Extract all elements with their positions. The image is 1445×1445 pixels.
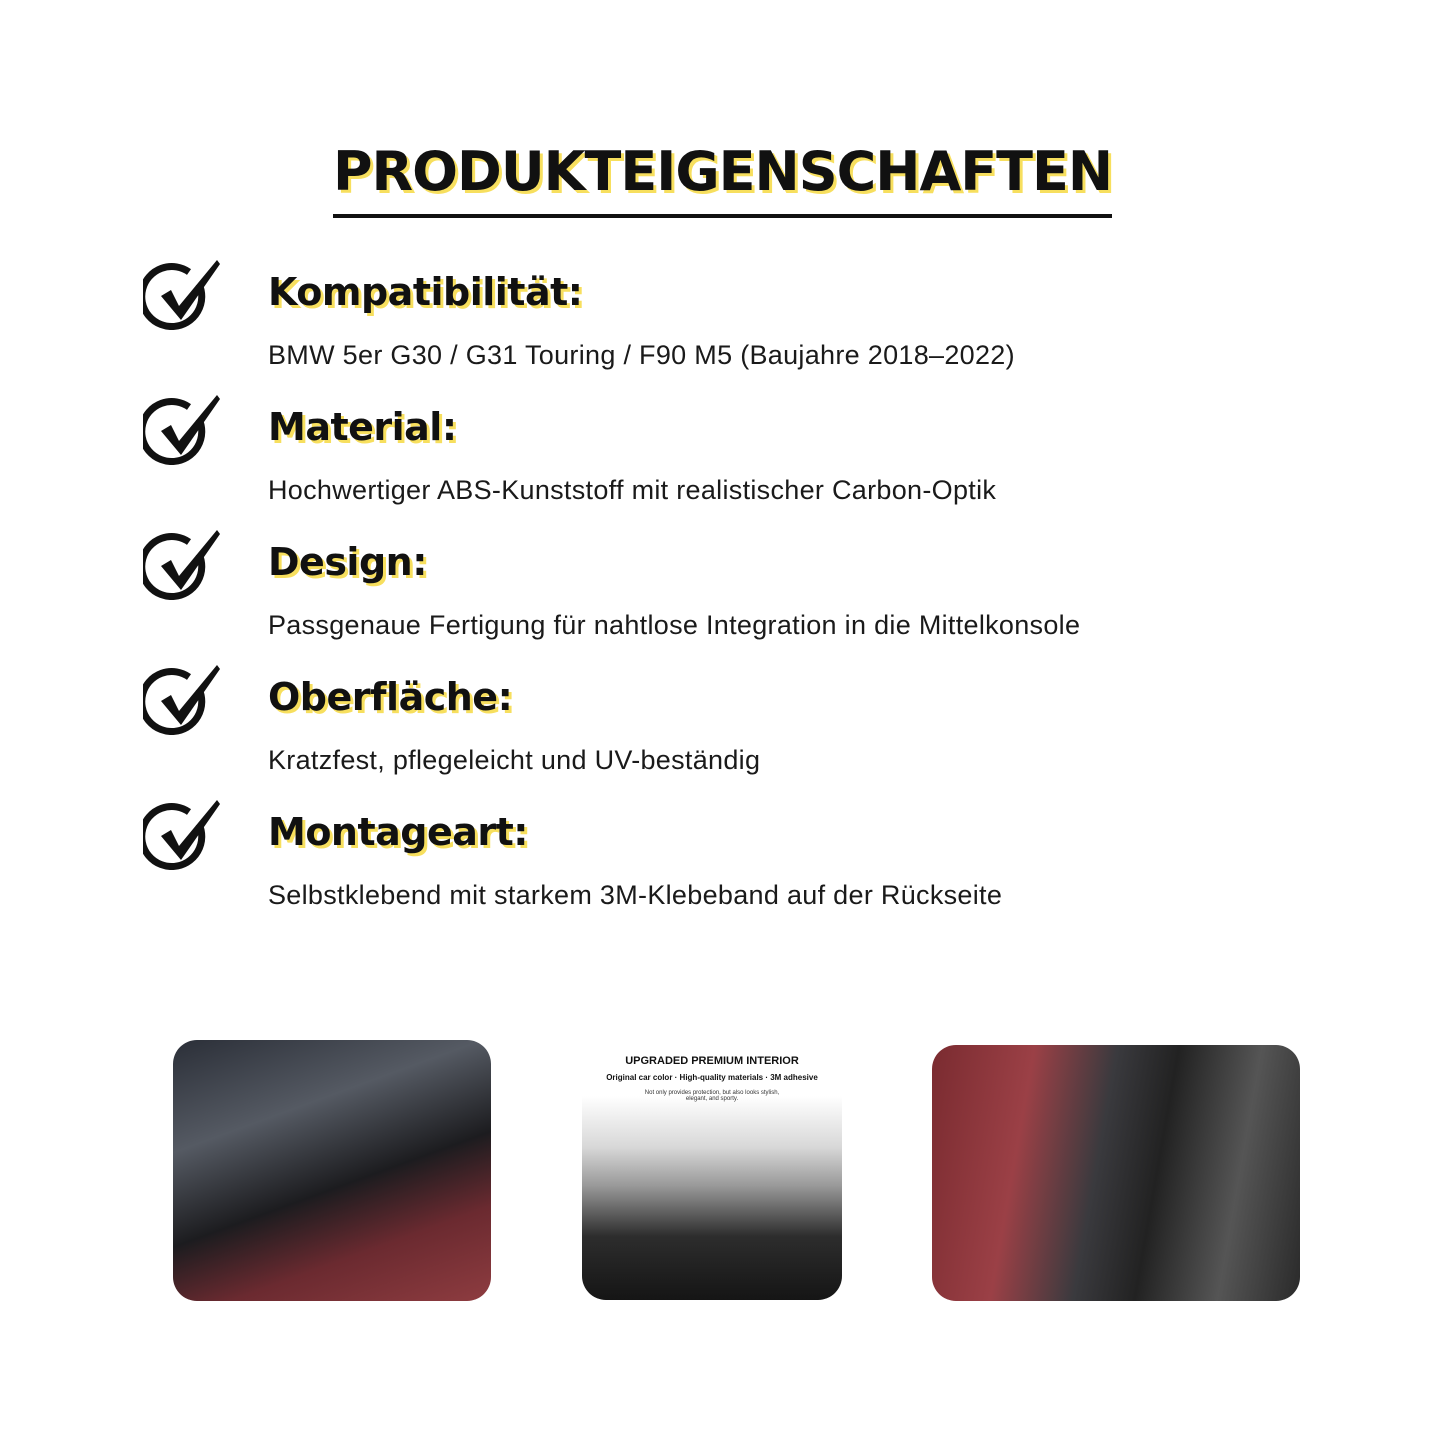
feature-heading: Design: [268,540,427,584]
feature-item [0,393,1445,528]
check-circle-icon [143,528,223,600]
feature-heading: Oberfläche: [268,675,513,719]
promo-caption: Not only provides protection, but also looks stylish, elegant, and sporty. [644,1090,780,1102]
promo-subtitle: Original car color · High-quality materials · 3M adhesive [606,1073,818,1082]
feature-description: Kratzfest, pflegeleicht und UV-beständig [268,745,761,775]
feature-item [0,798,1445,933]
check-circle-icon [143,258,223,330]
check-circle-icon [143,393,223,465]
feature-description: Passgenaue Fertigung für nahtlose Integration in die Mittelkonsole [268,610,1081,640]
feature-description: Selbstklebend mit starkem 3M-Klebeband auf der Rückseite [268,880,1003,910]
promo-title: UPGRADED PREMIUM INTERIOR [625,1055,799,1067]
page-title: PRODUKTEIGENSCHAFTEN [332,140,1113,203]
product-photo-interior [173,1040,491,1301]
check-circle-icon [143,663,223,735]
feature-heading: Montageart: [268,810,528,854]
feature-heading: Kompatibilität: [268,270,583,314]
feature-item [0,528,1445,663]
feature-item [0,258,1445,393]
feature-item [0,663,1445,798]
feature-description: Hochwertiger ABS-Kunststoff mit realistischer Carbon-Optik [268,475,997,505]
product-photo-promo [582,1045,842,1300]
feature-heading: Material: [268,405,457,449]
product-photo-console [932,1045,1300,1301]
feature-description: BMW 5er G30 / G31 Touring / F90 M5 (Baujahre 2018–2022) [268,340,1015,370]
check-circle-icon [143,798,223,870]
title-underline [333,214,1112,218]
